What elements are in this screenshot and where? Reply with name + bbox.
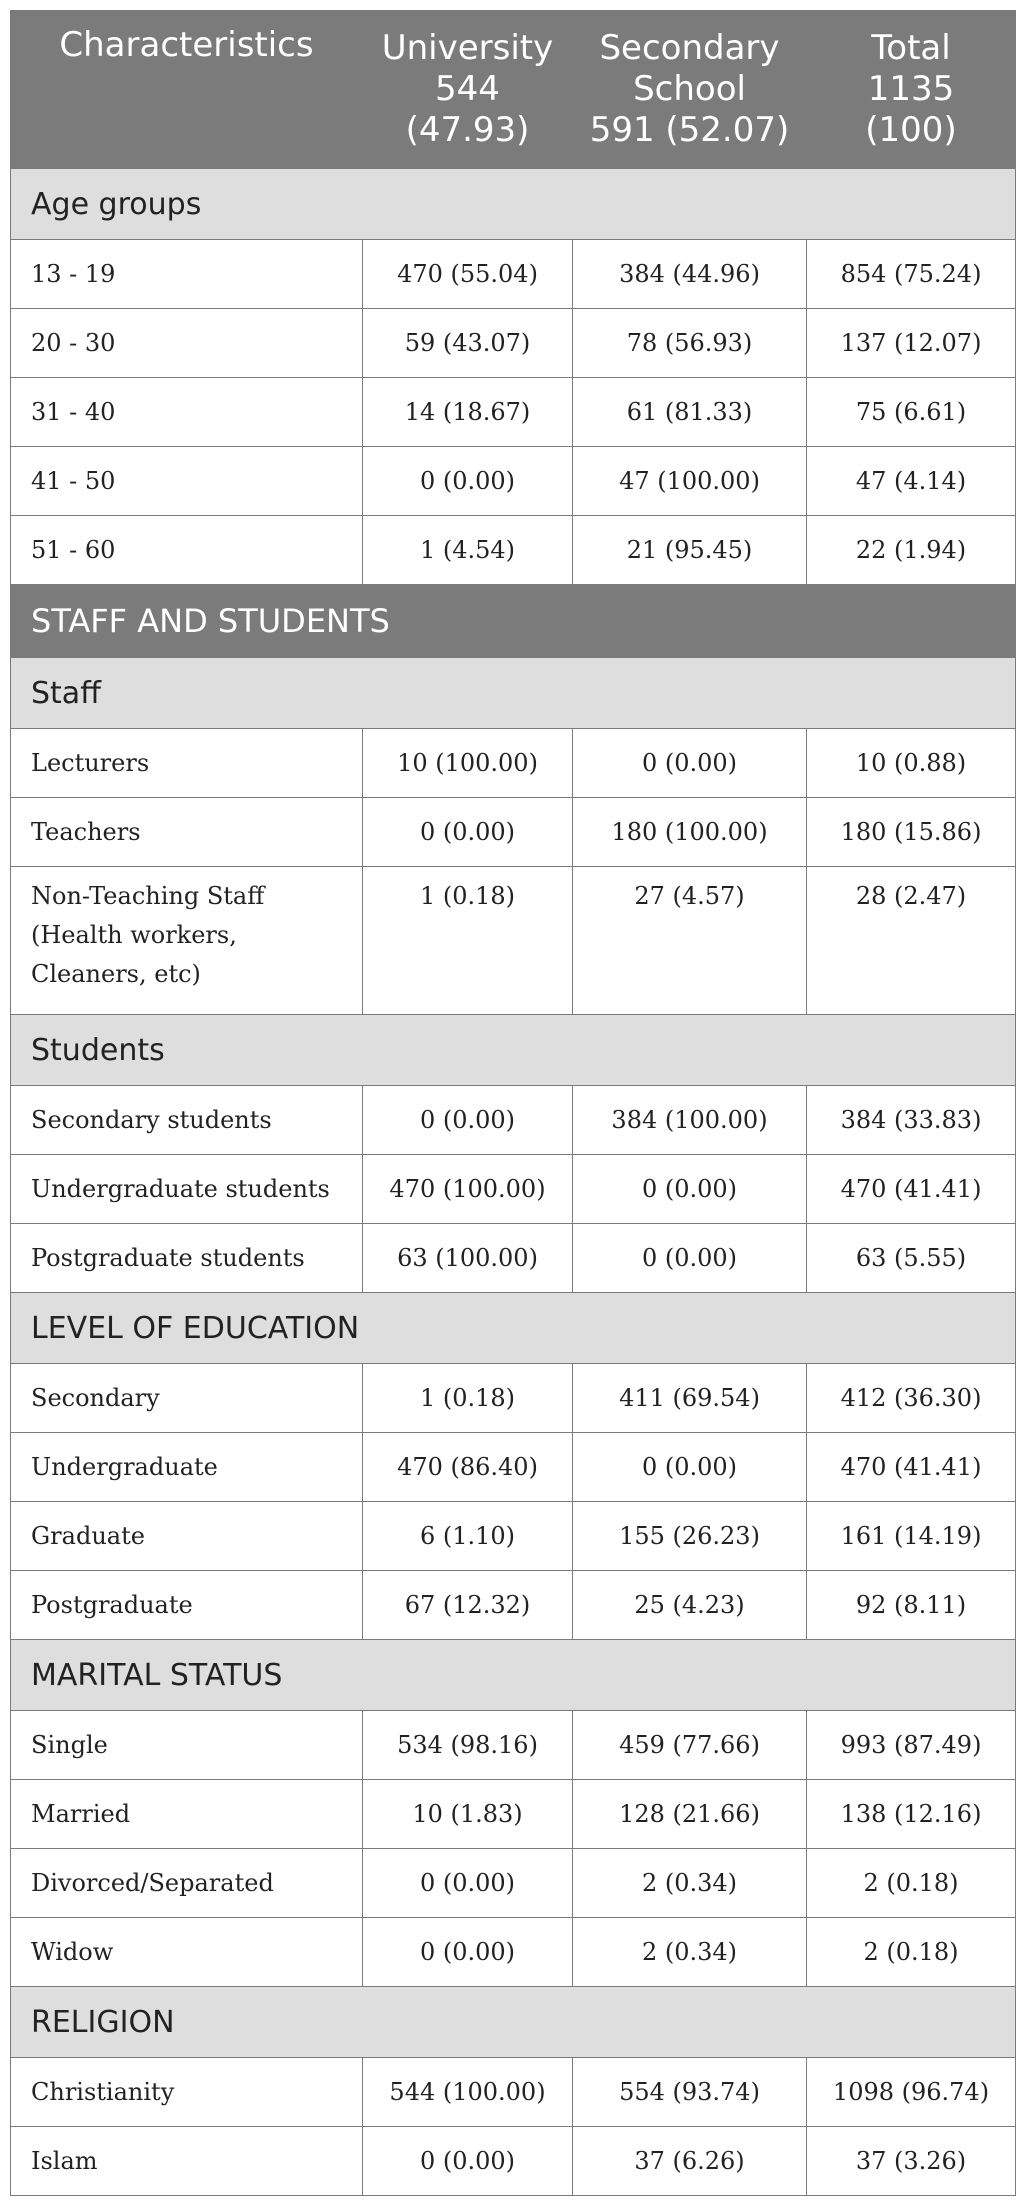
header-university-line: University — [381, 28, 554, 68]
total-cell: 75 (6.61) — [807, 378, 1016, 447]
university-cell: 470 (86.40) — [363, 1433, 573, 1502]
secondary-school-cell: 554 (93.74) — [573, 2058, 807, 2127]
university-cell: 6 (1.10) — [363, 1502, 573, 1571]
total-cell: 37 (3.26) — [807, 2127, 1016, 2196]
table-row — [11, 378, 1016, 447]
secondary-school-cell: 459 (77.66) — [573, 1711, 807, 1780]
header-characteristics: Characteristics — [11, 11, 363, 169]
header-secondary-school — [573, 11, 807, 169]
row-label: Graduate — [11, 1502, 363, 1571]
table-row — [11, 1780, 1016, 1849]
secondary-school-cell: 180 (100.00) — [573, 798, 807, 867]
subsection-title: Age groups — [11, 169, 1016, 240]
subsection-header-row — [11, 169, 1016, 240]
header-total-line: 1135 — [867, 69, 955, 109]
header-total — [807, 11, 1016, 169]
total-cell: 384 (33.83) — [807, 1086, 1016, 1155]
university-cell: 470 (100.00) — [363, 1155, 573, 1224]
table-row — [11, 798, 1016, 867]
total-cell: 412 (36.30) — [807, 1364, 1016, 1433]
subsection-header-row — [11, 1640, 1016, 1711]
subsection-header-row — [11, 1015, 1016, 1086]
header-total-line: Total — [871, 28, 951, 68]
header-secondary-line: School — [633, 69, 746, 109]
secondary-school-cell: 21 (95.45) — [573, 516, 807, 585]
subsection-title: Students — [11, 1015, 1016, 1086]
table-row — [11, 516, 1016, 585]
table-row — [11, 1918, 1016, 1987]
total-cell: 63 (5.55) — [807, 1224, 1016, 1293]
section-title: STAFF AND STUDENTS — [11, 585, 1016, 658]
table-row — [11, 1155, 1016, 1224]
secondary-school-cell: 384 (44.96) — [573, 240, 807, 309]
secondary-school-cell: 2 (0.34) — [573, 1849, 807, 1918]
secondary-school-cell: 2 (0.34) — [573, 1918, 807, 1987]
total-cell: 47 (4.14) — [807, 447, 1016, 516]
university-cell: 10 (100.00) — [363, 729, 573, 798]
header-secondary-line: 591 (52.07) — [589, 110, 790, 150]
subsection-header-row — [11, 658, 1016, 729]
secondary-school-cell: 128 (21.66) — [573, 1780, 807, 1849]
table-row — [11, 1364, 1016, 1433]
header-university — [363, 11, 573, 169]
university-cell: 67 (12.32) — [363, 1571, 573, 1640]
total-cell: 993 (87.49) — [807, 1711, 1016, 1780]
total-cell: 138 (12.16) — [807, 1780, 1016, 1849]
university-cell: 1 (4.54) — [363, 516, 573, 585]
university-cell: 10 (1.83) — [363, 1780, 573, 1849]
table-row — [11, 2127, 1016, 2196]
row-label: Married — [11, 1780, 363, 1849]
demographics-table — [10, 10, 1016, 2196]
row-label: 31 - 40 — [11, 378, 363, 447]
secondary-school-cell: 78 (56.93) — [573, 309, 807, 378]
header-secondary-line: Secondary — [599, 28, 780, 68]
row-label: Single — [11, 1711, 363, 1780]
table-row — [11, 2058, 1016, 2127]
university-cell: 0 (0.00) — [363, 447, 573, 516]
university-cell: 544 (100.00) — [363, 2058, 573, 2127]
row-label: Undergraduate students — [11, 1155, 363, 1224]
row-label-line: Non-Teaching Staff — [31, 882, 265, 910]
table-row — [11, 1849, 1016, 1918]
row-label: 51 - 60 — [11, 516, 363, 585]
total-cell: 2 (0.18) — [807, 1918, 1016, 1987]
university-cell: 470 (55.04) — [363, 240, 573, 309]
table-row — [11, 1433, 1016, 1502]
row-label: 20 - 30 — [11, 309, 363, 378]
row-label: Lecturers — [11, 729, 363, 798]
university-cell: 1 (0.18) — [363, 867, 573, 1015]
total-cell: 92 (8.11) — [807, 1571, 1016, 1640]
university-cell: 534 (98.16) — [363, 1711, 573, 1780]
university-cell: 0 (0.00) — [363, 1849, 573, 1918]
table-row — [11, 1571, 1016, 1640]
table-row — [11, 867, 1016, 1015]
row-label: Postgraduate students — [11, 1224, 363, 1293]
row-label: 41 - 50 — [11, 447, 363, 516]
total-cell: 1098 (96.74) — [807, 2058, 1016, 2127]
secondary-school-cell: 27 (4.57) — [573, 867, 807, 1015]
secondary-school-cell: 411 (69.54) — [573, 1364, 807, 1433]
row-label: Widow — [11, 1918, 363, 1987]
row-label — [11, 867, 363, 1015]
subsection-header-row — [11, 1293, 1016, 1364]
row-label: Undergraduate — [11, 1433, 363, 1502]
table-row — [11, 309, 1016, 378]
secondary-school-cell: 25 (4.23) — [573, 1571, 807, 1640]
row-label: 13 - 19 — [11, 240, 363, 309]
table-row — [11, 729, 1016, 798]
secondary-school-cell: 155 (26.23) — [573, 1502, 807, 1571]
university-cell: 0 (0.00) — [363, 1918, 573, 1987]
table-row — [11, 447, 1016, 516]
university-cell: 0 (0.00) — [363, 798, 573, 867]
row-label-line: Cleaners, etc) — [31, 960, 201, 988]
row-label: Christianity — [11, 2058, 363, 2127]
university-cell: 0 (0.00) — [363, 1086, 573, 1155]
row-label: Islam — [11, 2127, 363, 2196]
total-cell: 161 (14.19) — [807, 1502, 1016, 1571]
secondary-school-cell: 37 (6.26) — [573, 2127, 807, 2196]
subsection-title: MARITAL STATUS — [11, 1640, 1016, 1711]
secondary-school-cell: 47 (100.00) — [573, 447, 807, 516]
row-label: Teachers — [11, 798, 363, 867]
university-cell: 63 (100.00) — [363, 1224, 573, 1293]
secondary-school-cell: 0 (0.00) — [573, 1155, 807, 1224]
university-cell: 1 (0.18) — [363, 1364, 573, 1433]
table-header — [11, 11, 1016, 169]
secondary-school-cell: 0 (0.00) — [573, 729, 807, 798]
university-cell: 59 (43.07) — [363, 309, 573, 378]
secondary-school-cell: 384 (100.00) — [573, 1086, 807, 1155]
subsection-title: LEVEL OF EDUCATION — [11, 1293, 1016, 1364]
total-cell: 10 (0.88) — [807, 729, 1016, 798]
total-cell: 180 (15.86) — [807, 798, 1016, 867]
row-label: Secondary students — [11, 1086, 363, 1155]
subsection-title: Staff — [11, 658, 1016, 729]
total-cell: 22 (1.94) — [807, 516, 1016, 585]
total-cell: 137 (12.07) — [807, 309, 1016, 378]
table-body — [11, 169, 1016, 2196]
secondary-school-cell: 61 (81.33) — [573, 378, 807, 447]
table-row — [11, 1086, 1016, 1155]
secondary-school-cell: 0 (0.00) — [573, 1224, 807, 1293]
row-label: Postgraduate — [11, 1571, 363, 1640]
total-cell: 2 (0.18) — [807, 1849, 1016, 1918]
header-university-line: (47.93) — [405, 110, 530, 150]
table-row — [11, 1224, 1016, 1293]
subsection-header-row — [11, 1987, 1016, 2058]
table-row — [11, 1711, 1016, 1780]
total-cell: 854 (75.24) — [807, 240, 1016, 309]
row-label-line: (Health workers, — [31, 921, 237, 949]
university-cell: 0 (0.00) — [363, 2127, 573, 2196]
row-label: Secondary — [11, 1364, 363, 1433]
row-label: Divorced/Separated — [11, 1849, 363, 1918]
header-university-line: 544 — [435, 69, 500, 109]
total-cell: 28 (2.47) — [807, 867, 1016, 1015]
secondary-school-cell: 0 (0.00) — [573, 1433, 807, 1502]
total-cell: 470 (41.41) — [807, 1155, 1016, 1224]
total-cell: 470 (41.41) — [807, 1433, 1016, 1502]
header-total-line: (100) — [865, 110, 957, 150]
university-cell: 14 (18.67) — [363, 378, 573, 447]
table-row — [11, 1502, 1016, 1571]
subsection-title: RELIGION — [11, 1987, 1016, 2058]
table-row — [11, 240, 1016, 309]
section-header-row — [11, 585, 1016, 658]
header-row — [11, 11, 1016, 169]
